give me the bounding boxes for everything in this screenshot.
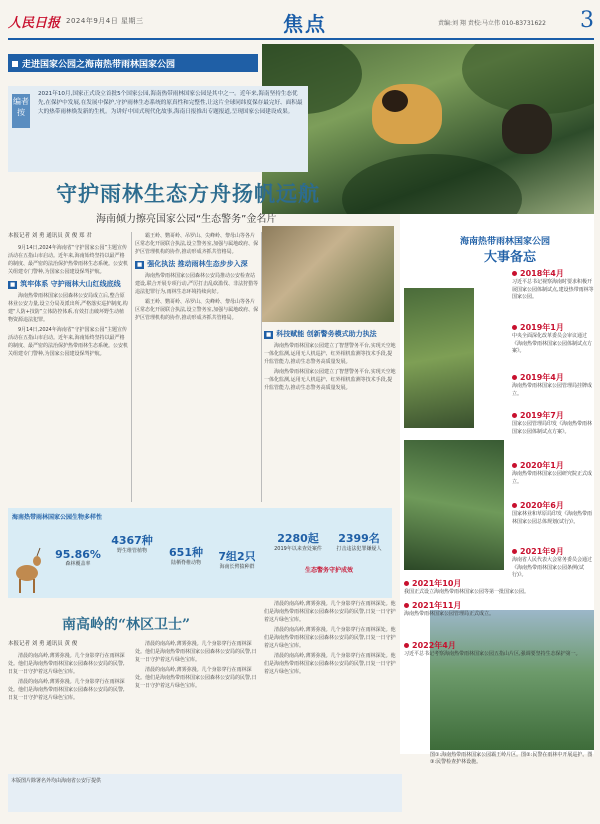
- secondary-paragraph: 清晨的南高岭,薄雾弥漫。几个身影穿行在雨林深处。他们是海南热带雨林国家公园森林公安局的民警,日复一日守护着这片绿色宝库。: [8, 679, 125, 701]
- timeline-item: 2020年1月 海南热带雨林国家公园研究院正式成立。: [512, 461, 593, 485]
- page-header: [8, 6, 594, 40]
- page-number: 3: [580, 8, 594, 33]
- stat-item: 7组2只 海南长臂猿种群: [218, 550, 256, 570]
- stats-band: [8, 508, 392, 598]
- stat-item: 4367种 野生维管植物: [111, 534, 153, 554]
- main-headline: 守护雨林生态方舟扬帆远航: [56, 181, 320, 206]
- timeline-item: 2019年1月 中央全面深化改革委员会审议通过《海南热带雨林国家公园体制试点方案》。: [512, 323, 593, 354]
- article-column-1: [8, 232, 128, 502]
- square-icon: [12, 61, 18, 67]
- stats-badge: 生态警务守护成效: [304, 567, 353, 574]
- col2-paragraph: 霸王岭、鹦哥岭、吊罗山、尖峰岭、黎母山等各片区常态化开展联合执法,设立警务室,加强与属地政府、保护区管理机构的协作,推动形成齐抓共管格局。: [135, 299, 259, 321]
- editors-line: 责编:刘 翔 责校:马立伟 010-83731622: [438, 20, 546, 27]
- secondary-byline: 本报记者 刘 勇 通讯员 黄 俊: [8, 641, 78, 647]
- article-column-2: [135, 232, 259, 502]
- secondary-paragraph: 清晨的南高岭,薄雾弥漫。几个身影穿行在雨林深处。他们是海南热带雨林国家公园森林公安局的民警,日复一日守护着这片绿色宝库。: [264, 653, 396, 675]
- col3-subheading: ■ 科技赋能 创新警务模式助力执法: [266, 330, 377, 338]
- col1-subheading: ■ 筑牢体系 守护雨林大山红线底线: [10, 280, 121, 288]
- timeline-item: 2021年10月 我国正式设立海南热带雨林国家公园等第一批国家公园。: [404, 578, 594, 597]
- secondary-column-3: [264, 600, 396, 770]
- rainforest-photo: [404, 288, 474, 428]
- secondary-paragraph: 清晨的南高岭,薄雾弥漫。几个身影穿行在雨林深处。他们是海南热带雨林国家公园森林公安局的民警,日复一日守护着这片绿色宝库。: [264, 627, 396, 649]
- secondary-paragraph: 清晨的南高岭,薄雾弥漫。几个身影穿行在雨林深处。他们是海南热带雨林国家公园森林公安局的民警,日复一日守护着这片绿色宝库。: [135, 667, 257, 689]
- timeline-item: 2021年11月 海南热带雨林国家公园管理局正式成立。: [404, 600, 514, 619]
- footer-credit: 本版图片除署名外均由海南省公安厅提供: [8, 774, 402, 812]
- col2-subheading: ■ 强化执法 推动雨林生态步步入深: [137, 260, 248, 268]
- col1-paragraph: 9月14日,2024年海南省“守护国家公园”主题宣传活动在五指山市启动。近年来,海南始终坚持以最严格的制度、最严密的法治保护热带雨林生态系统。公安机关组建专门警种,为国家公园建设保驾护航。: [8, 245, 128, 275]
- main-subhead: 海南倾力擦亮国家公园“生态警务”金名片: [96, 214, 277, 225]
- timeline-item: 2018年4月 习近平总书记视察海南时要求积极开展国家公园体制试点,建设热带雨林等国家公园。: [512, 269, 594, 300]
- deer-illustration: [10, 545, 44, 595]
- timeline-item: 2021年9月 海南省人民代表大会常务委员会通过《海南热带雨林国家公园条例(试行)》。: [512, 547, 593, 578]
- photo-legend: 图①:海南热带雨林国家公园霸王岭片区。图②:民警在雨林中开展巡护。图③:民警检查护林设施。: [430, 752, 593, 765]
- timeline-header: 海南热带雨林国家公园: [460, 237, 551, 247]
- section-title: 焦点: [283, 12, 327, 36]
- editor-note-badge: 编者按: [12, 94, 30, 128]
- col2-paragraph: 霸王岭、鹦哥岭、吊罗山、尖峰岭、黎母山等各片区常态化开展联合执法,设立警务室,加强与属地政府、保护区管理机构的协作,推动形成齐抓共管格局。: [135, 233, 259, 255]
- series-title: 走进国家公园之海南热带雨林国家公园: [22, 60, 176, 70]
- stat-item: 2280起 2019年以来查处案件: [274, 532, 322, 552]
- stat-item: 2399名 打击违法犯罪嫌疑人: [336, 532, 382, 552]
- timeline-title: 大事备忘: [484, 250, 537, 265]
- timeline-item: 2019年4月 海南热带雨林国家公园管理局挂牌成立。: [512, 373, 593, 397]
- secondary-paragraph: 清晨的南高岭,薄雾弥漫。几个身影穿行在雨林深处。他们是海南热带雨林国家公园森林公安局的民警,日复一日守护着这片绿色宝库。: [135, 641, 257, 663]
- secondary-paragraph: 清晨的南高岭,薄雾弥漫。几个身影穿行在雨林深处。他们是海南热带雨林国家公园森林公安局的民警,日复一日守护着这片绿色宝库。: [8, 653, 125, 675]
- editor-note-text: 2021年10月,国家正式设立首批5个国家公园,海南热带雨林国家公园是其中之一。近年来,海南坚持生态优先,在保护中发展,在发展中保护,守护雨林生态系统的原真性和完整性,让这片全球同纬度保存最完好、面积最大的热带雨林焕发新的生机。为讲好中国式现代化故事,海南日报推出专题报道,呈现国家公园建设成果。: [38, 91, 303, 115]
- secondary-column-2: [135, 640, 259, 770]
- masthead-logo: 人民日报: [8, 16, 61, 31]
- officers-photo: [404, 440, 504, 570]
- timeline-item: 2019年7月 国家公园管理局印发《海南热带雨林国家公园体制试点方案》。: [512, 411, 593, 435]
- editor-note: [8, 86, 308, 172]
- article-column-3: [264, 326, 396, 502]
- article-byline: 本报记者 刘 勇 通讯员 黄 俊 郑 君: [8, 233, 92, 239]
- col3-paragraph: 海南热带雨林国家公园建立了智慧警务平台,实现天空地一体化监测,运用无人机巡护、红外相机监测等技术手段,提升监管能力,推动生态警务高质量发展。: [264, 369, 396, 391]
- timeline-item: 2022年4月 习近平总书记考察海南热带雨林国家公园五指山片区,强调要坚持生态保护第一。: [404, 640, 594, 659]
- dateline: 2024年9月4日 星期三: [66, 17, 144, 25]
- secondary-column-1: [8, 640, 128, 770]
- landscape-photo: [430, 610, 594, 750]
- secondary-headline: 南高岭的“林区卫士”: [62, 617, 191, 633]
- series-title-strip: [8, 54, 258, 72]
- patrol-photo: [262, 226, 394, 322]
- stats-title: 海南热带雨林国家公园生物多样性: [12, 514, 103, 521]
- col1-paragraph: 海南热带雨林国家公园森林公安局成立后,整合原林业公安力量,设立分局及派出所,严格落实巡护制度,构建“人防+技防”立体防控体系,有效打击破坏野生动植物资源违法犯罪。: [8, 293, 128, 323]
- col2-paragraph: 海南热带雨林国家公园森林公安局推动公安检查站建设,联合开展专项行动,严厉打击乱砍滥伐、非法狩猎等违法犯罪行为,雨林生态环境持续向好。: [135, 273, 259, 295]
- secondary-paragraph: 清晨的南高岭,薄雾弥漫。几个身影穿行在雨林深处。他们是海南热带雨林国家公园森林公安局的民警,日复一日守护着这片绿色宝库。: [264, 601, 396, 623]
- col1-paragraph: 9月14日,2024年海南省“守护国家公园”主题宣传活动在五指山市启动。近年来,海南始终坚持以最严格的制度、最严密的法治保护热带雨林生态系统。公安机关组建专门警种,为国家公园建设保驾护航。: [8, 327, 128, 357]
- stat-item: 651种 陆栖脊椎动物: [169, 546, 203, 566]
- stat-item: 95.86% 森林覆盖率: [55, 548, 101, 567]
- col3-paragraph: 海南热带雨林国家公园建立了智慧警务平台,实现天空地一体化监测,运用无人机巡护、红外相机监测等技术手段,提升监管能力,推动生态警务高质量发展。: [264, 343, 396, 365]
- timeline-item: 2020年6月 国家林业和草原局印发《海南热带雨林国家公园总体规划(试行)》。: [512, 501, 593, 525]
